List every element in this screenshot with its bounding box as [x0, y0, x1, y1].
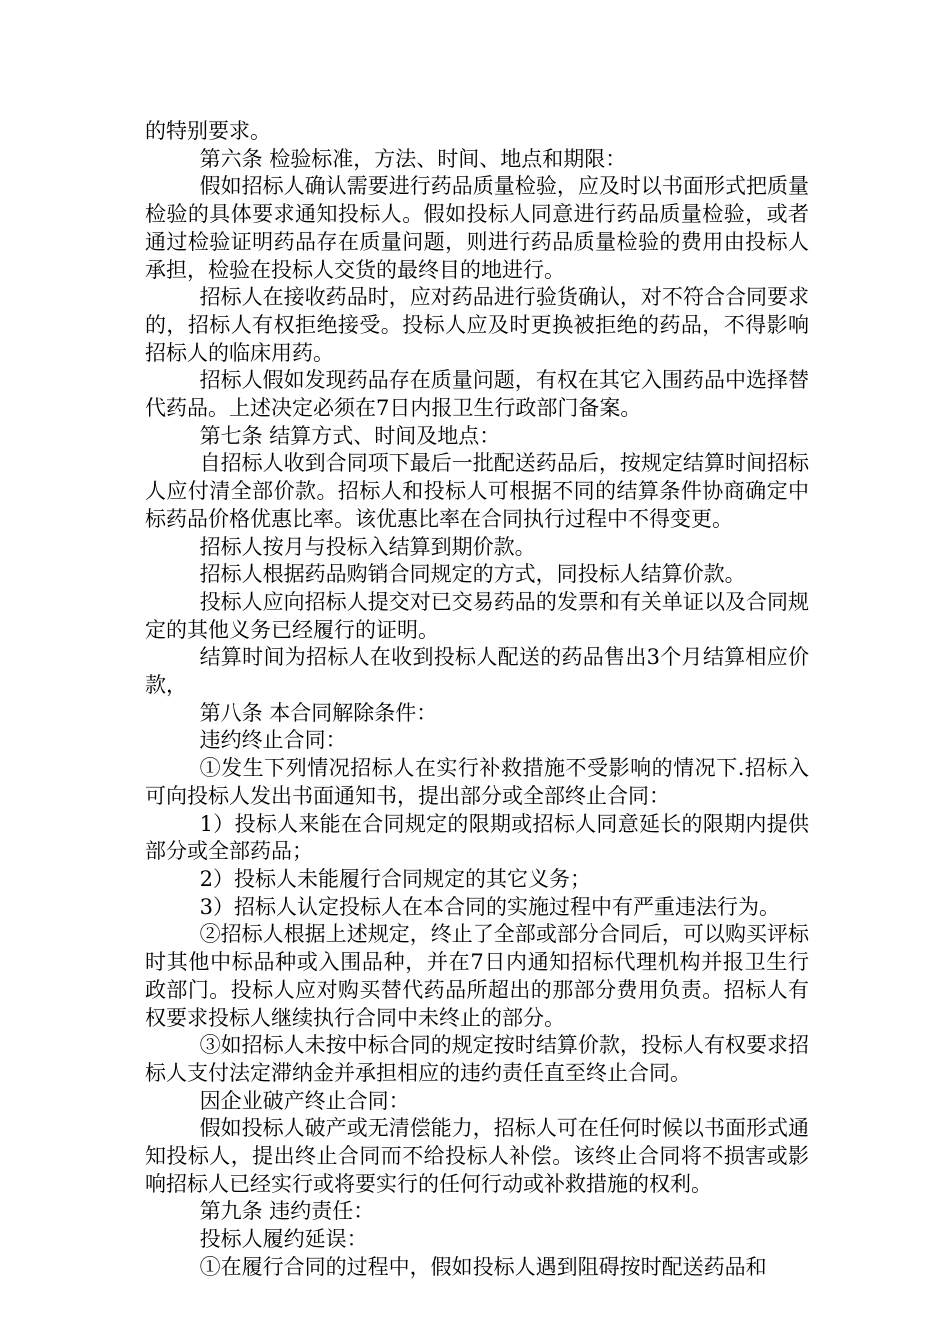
paragraph: 的特别要求。 [145, 119, 271, 143]
list-item: 2）投标人未能履行合同规定的其它义务； [199, 866, 591, 891]
paragraph: 招标人根据药品购销合同规定的方式，同投标人结算价款。 [199, 562, 746, 587]
paragraph: 招标人按月与投标入结算到期价款。 [199, 534, 536, 559]
paragraph: ①在履行合同的过程中，假如投标人遇到阻碍按时配送药品和 [199, 1254, 767, 1279]
article-heading: 第七条 结算方式、时间及地点： [199, 423, 501, 448]
paragraph: ③如招标人未按中标合同的规定按时结算价款，投标人有权要求招标人支付法定滞纳金并承担相应的违约责任直至终止合同。 [145, 1033, 809, 1085]
article-heading: 第六条 检验标准，方法、时间、地点和期限： [199, 146, 627, 171]
paragraph: 假如招标人确认需要进行药品质量检验，应及时以书面形式把质量检验的具体要求通知投标人。假如投标人同意进行药品质量检验，或者通过检验证明药品存在质量问题，则进行药品质量检验的费用由投标人承担，检验在投标人交货的最终目的地进行。 [145, 174, 809, 282]
paragraph: 结算时间为招标人在收到投标人配送的药品售出3个月结算相应价款， [145, 645, 809, 698]
paragraph: 自招标人收到合同项下最后一批配送药品后，按规定结算时间招标人应付清全部价款。招标人和投标人可根据不同的结算条件协商确定中标药品价格优惠比率。该优惠比率在合同执行过程中不得变更。 [145, 451, 809, 531]
paragraph: ①发生下列情况招标人在实行补救措施不受影响的情况下.招标入可向投标人发出书面通知书，提出部分或全部终止合同： [145, 756, 809, 808]
list-item: 3）招标人认定投标人在本合同的实施过程中有严重违法行为。 [199, 894, 780, 919]
article-heading: 第八条 本合同解除条件： [199, 700, 438, 725]
section-subheading: 因企业破产终止合同： [199, 1088, 410, 1113]
section-subheading: 违约终止合同： [199, 728, 347, 753]
paragraph: 招标人假如发现药品存在质量问题，有权在其它入围药品中选择替代药品。上述决定必须在7日内报卫生行政部门备案。 [145, 368, 809, 421]
contract-body-text [145, 118, 809, 1282]
section-subheading: 投标人履约延误： [199, 1227, 368, 1252]
paragraph: 招标人在接收药品时，应对药品进行验货确认，对不符合合同要求的，招标人有权拒绝接受。投标人应及时更换被拒绝的药品，不得影响招标人的临床用药。 [145, 285, 809, 365]
article-heading: 第九条 违约责任： [199, 1199, 375, 1224]
paragraph: ②招标人根据上述规定，终止了全部或部分合同后，可以购买评标时其他中标品种或入围品种，并在7日内通知招标代理机构并报卫生行政部门。投标人应对购买替代药品所超出的那部分费用负责。招标人有权要求投标人继续执行合同中未终止的部分。 [145, 922, 809, 1030]
paragraph: 投标人应向招标人提交对已交易药品的发票和有关单证以及合同规定的其他义务已经履行的证明。 [145, 589, 809, 642]
list-item: 1）投标人来能在合同规定的限期或招标人同意延长的限期内提供部分或全部药品； [145, 811, 809, 864]
paragraph: 假如投标人破产或无清偿能力，招标人可在任何时候以书面形式通知投标人，提出终止合同而不给投标人补偿。该终止合同将不损害或影响招标人已经实行或将要实行的任何行动或补救措施的权利。 [145, 1116, 809, 1196]
